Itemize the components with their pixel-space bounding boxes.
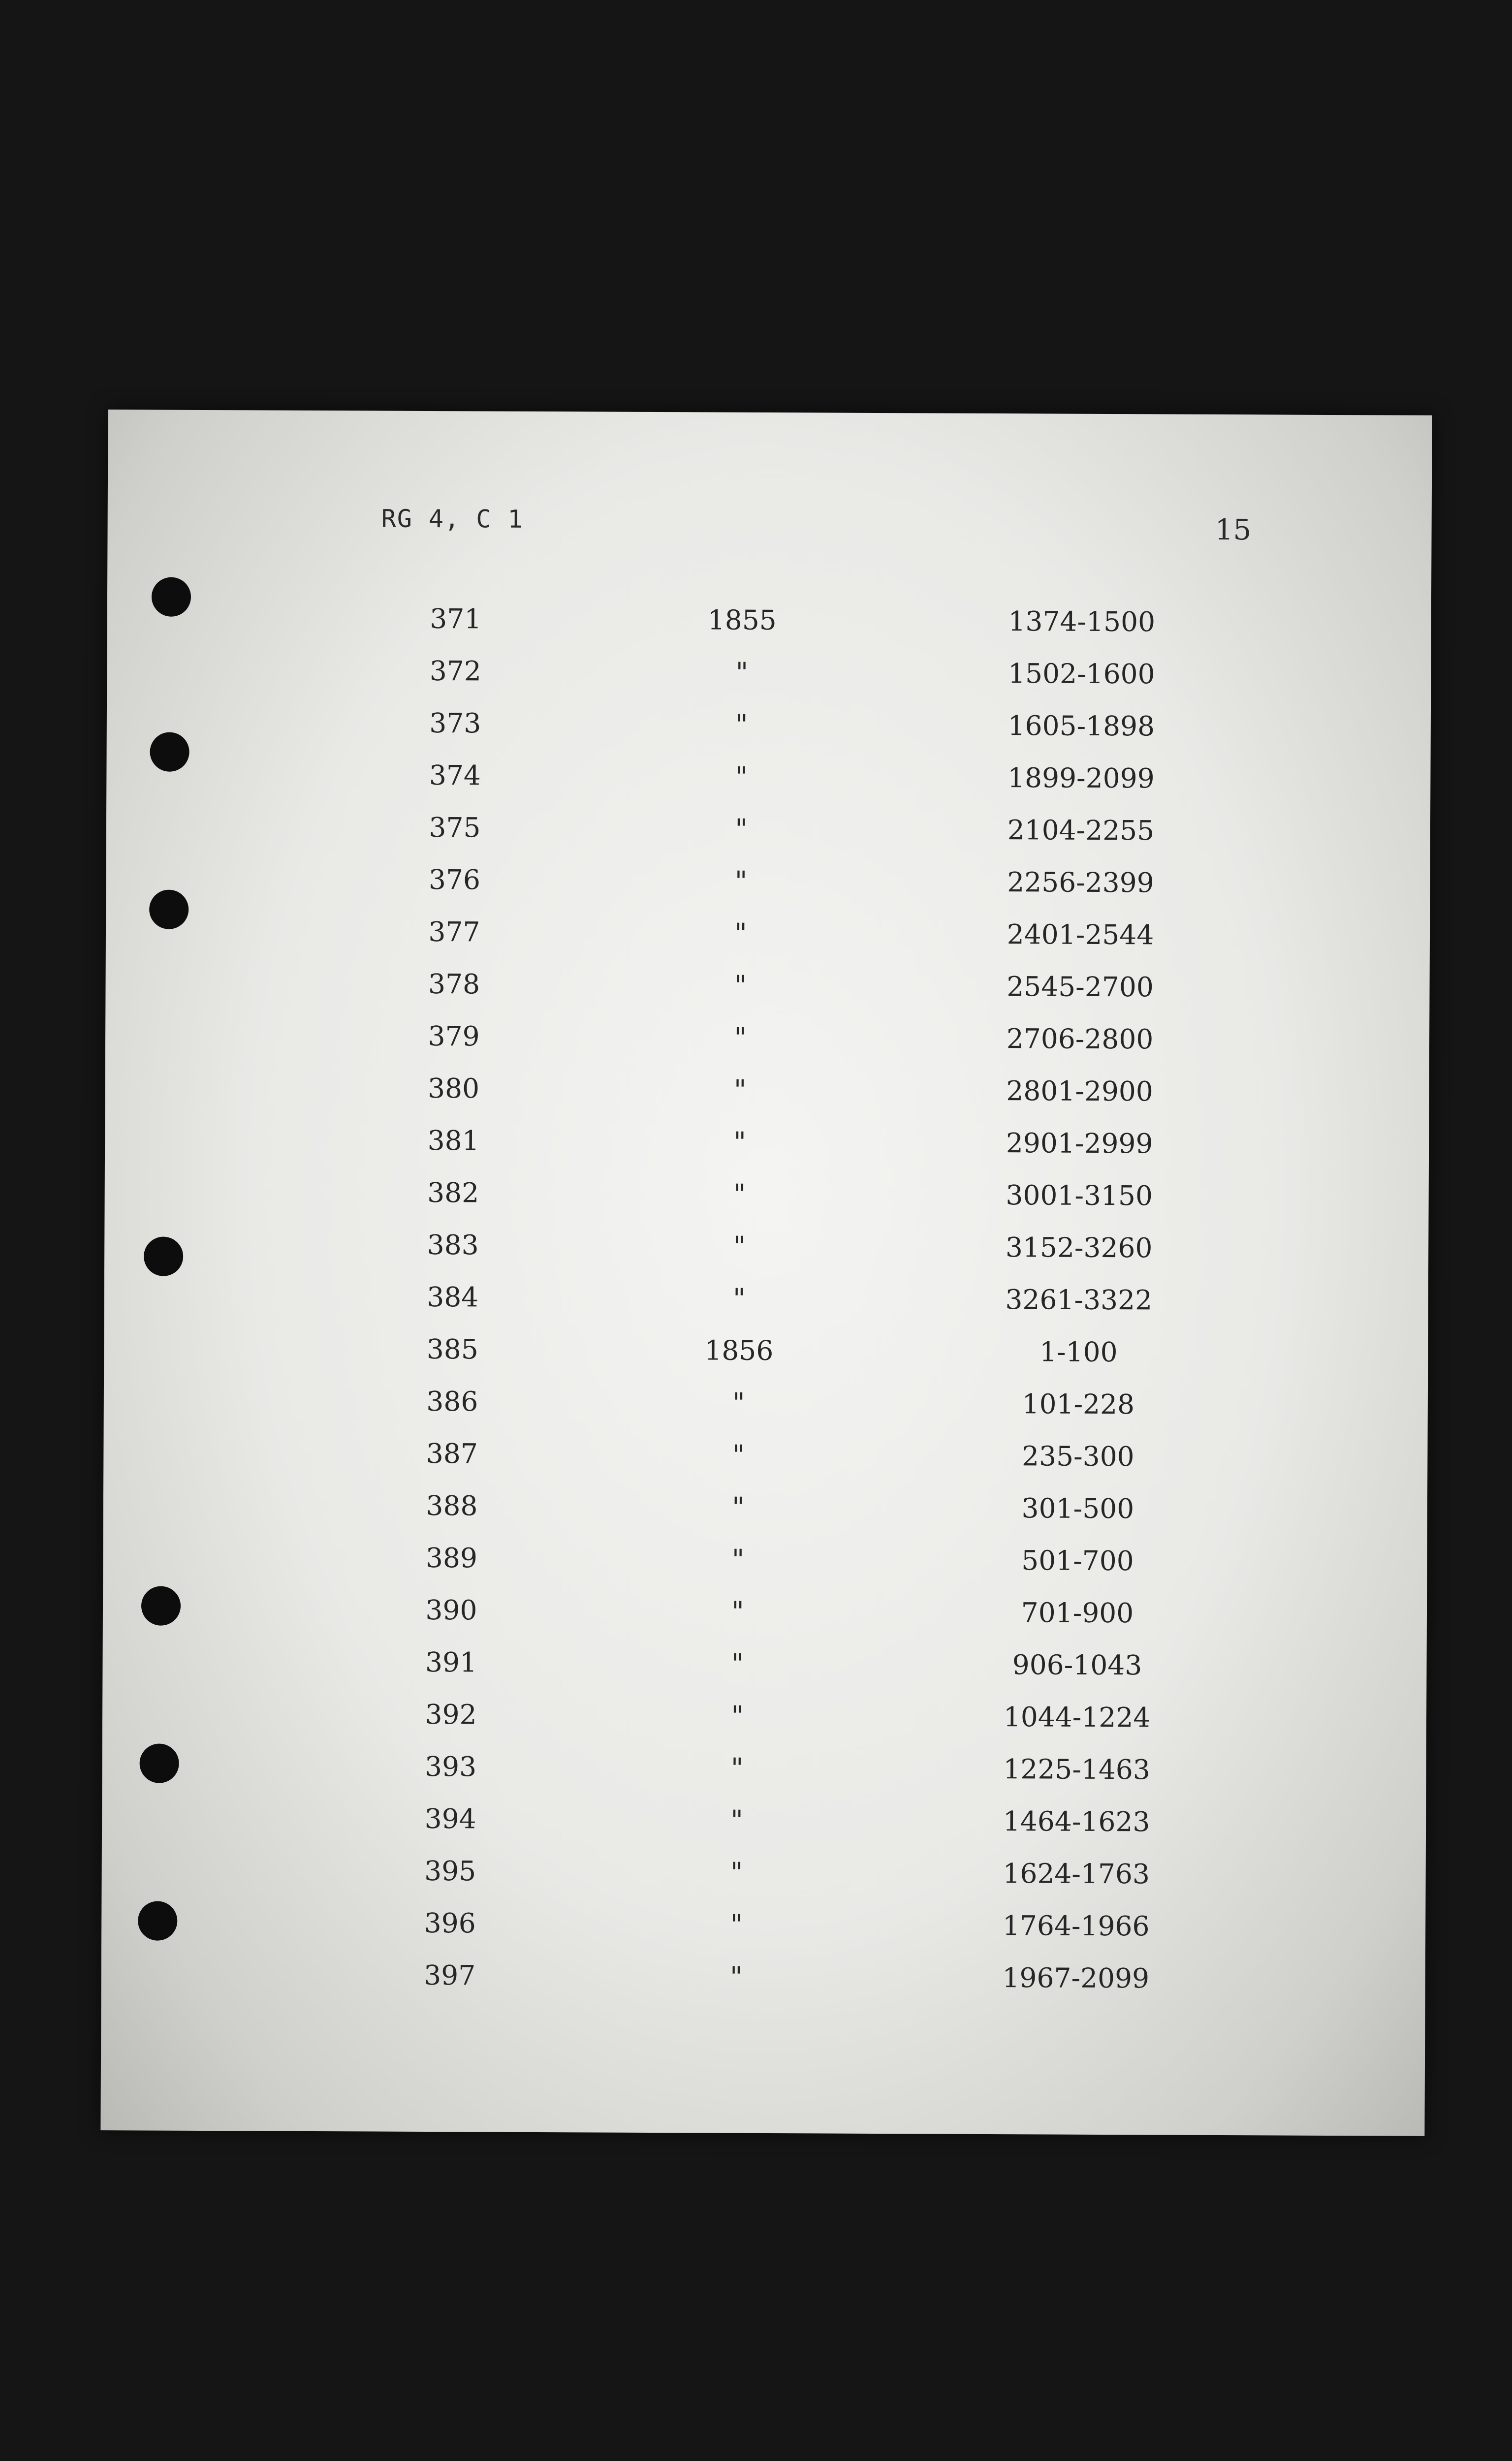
year-value: " [734, 917, 747, 949]
item-range: 2901-2999 [1006, 1127, 1153, 1160]
volume-number: 391 [425, 1646, 477, 1678]
table-row [107, 654, 1431, 699]
year-value: 1856 [704, 1334, 774, 1367]
volume-number: 396 [424, 1907, 476, 1939]
table-row [104, 1280, 1428, 1325]
table-row [105, 1175, 1429, 1221]
volume-number: 384 [427, 1281, 479, 1313]
item-range: 701-900 [1021, 1597, 1134, 1629]
volume-number: 380 [427, 1072, 480, 1104]
table-row [102, 1749, 1426, 1795]
volume-number: 383 [427, 1229, 479, 1261]
table-row [106, 758, 1430, 803]
volume-number: 393 [424, 1750, 477, 1783]
table-row [105, 1123, 1429, 1168]
item-range: 2401-2544 [1007, 918, 1154, 951]
item-range: 235-300 [1021, 1440, 1134, 1473]
year-value: " [732, 1439, 745, 1471]
year-value: " [733, 1230, 746, 1262]
item-range: 3261-3322 [1005, 1284, 1153, 1316]
volume-number: 390 [425, 1594, 477, 1626]
item-range: 1967-2099 [1002, 1962, 1150, 1994]
item-range: 3001-3150 [1006, 1179, 1153, 1212]
year-value: " [732, 1491, 745, 1523]
volume-number: 394 [424, 1802, 476, 1835]
year-value: " [735, 760, 748, 792]
volume-number: 395 [424, 1855, 476, 1887]
item-range: 906-1043 [1012, 1649, 1142, 1681]
volume-number: 375 [429, 812, 481, 844]
item-range: 2801-2900 [1006, 1075, 1154, 1107]
item-range: 1899-2099 [1007, 762, 1155, 794]
table-row [106, 862, 1430, 908]
document-page [100, 410, 1432, 2136]
volume-number: 371 [430, 603, 482, 635]
volume-number: 378 [428, 968, 480, 1000]
table-row [104, 1332, 1428, 1377]
year-value: " [733, 1073, 747, 1105]
volume-number: 397 [424, 1959, 476, 1991]
item-range: 1044-1224 [1003, 1701, 1151, 1734]
year-value: " [735, 708, 748, 740]
table-row [103, 1488, 1427, 1534]
item-range: 1-100 [1039, 1336, 1118, 1368]
volume-number: 373 [429, 707, 481, 739]
table-row [107, 601, 1431, 647]
table-row [102, 1801, 1426, 1847]
year-value: " [731, 1595, 744, 1627]
year-value: " [730, 1752, 744, 1784]
table-row [103, 1593, 1427, 1638]
table-row [105, 967, 1429, 1012]
table-row [104, 1228, 1428, 1273]
table-row [106, 810, 1430, 855]
year-value: " [734, 865, 748, 897]
volume-number: 385 [426, 1333, 478, 1365]
volume-number: 381 [427, 1124, 479, 1157]
year-value: " [734, 1021, 747, 1053]
year-value: " [731, 1700, 744, 1732]
volume-number: 379 [428, 1020, 480, 1052]
table-row [103, 1541, 1427, 1586]
table-row [101, 1854, 1425, 1899]
volume-number: 392 [425, 1698, 477, 1731]
table-row [105, 1071, 1429, 1116]
item-range: 301-500 [1021, 1492, 1134, 1525]
table-row [103, 1436, 1427, 1482]
item-range: 3152-3260 [1005, 1231, 1153, 1264]
table-row [105, 1019, 1429, 1064]
item-range: 2104-2255 [1007, 814, 1155, 847]
year-value: " [730, 1804, 743, 1836]
item-range: 1374-1500 [1008, 605, 1156, 638]
volume-number: 382 [427, 1176, 479, 1209]
table-row [101, 1958, 1425, 2003]
item-range: 1624-1763 [1003, 1858, 1150, 1890]
volume-number: 388 [426, 1489, 478, 1522]
page-number: 15 [1215, 512, 1252, 547]
item-range: 101-228 [1022, 1388, 1135, 1420]
year-value: " [731, 1647, 744, 1679]
year-value: 1855 [707, 604, 777, 636]
item-range: 501-700 [1021, 1545, 1134, 1577]
year-value: " [729, 1960, 743, 1992]
item-range: 2706-2800 [1006, 1023, 1154, 1055]
item-range: 1605-1898 [1008, 710, 1155, 742]
volume-number: 374 [429, 759, 481, 791]
year-value: " [731, 1543, 745, 1575]
table-row [107, 706, 1431, 751]
year-value: " [732, 1282, 746, 1314]
year-value: " [734, 969, 747, 1001]
item-range: 2545-2700 [1007, 971, 1154, 1003]
volume-number: 386 [426, 1385, 478, 1418]
item-range: 1464-1623 [1003, 1805, 1150, 1838]
volume-number: 377 [428, 915, 480, 948]
table-row [104, 1384, 1428, 1429]
record-group-reference: RG 4, C 1 [381, 504, 524, 534]
table-row [102, 1697, 1426, 1742]
table-row [102, 1645, 1426, 1690]
table-row [101, 1906, 1425, 1951]
item-range: 1502-1600 [1008, 658, 1155, 690]
item-range: 1225-1463 [1003, 1753, 1151, 1786]
volume-number: 372 [429, 655, 481, 687]
year-value: " [735, 813, 748, 845]
volume-number: 387 [426, 1437, 478, 1470]
year-value: " [730, 1908, 743, 1940]
volume-number: 389 [425, 1542, 478, 1574]
table-row [106, 915, 1430, 960]
year-value: " [733, 1126, 746, 1158]
item-range: 1764-1966 [1002, 1910, 1150, 1942]
year-value: " [730, 1856, 743, 1888]
item-range: 2256-2399 [1007, 866, 1154, 899]
volume-number: 376 [428, 863, 481, 896]
year-value: " [733, 1178, 746, 1210]
year-value: " [735, 656, 749, 688]
year-value: " [732, 1387, 745, 1419]
